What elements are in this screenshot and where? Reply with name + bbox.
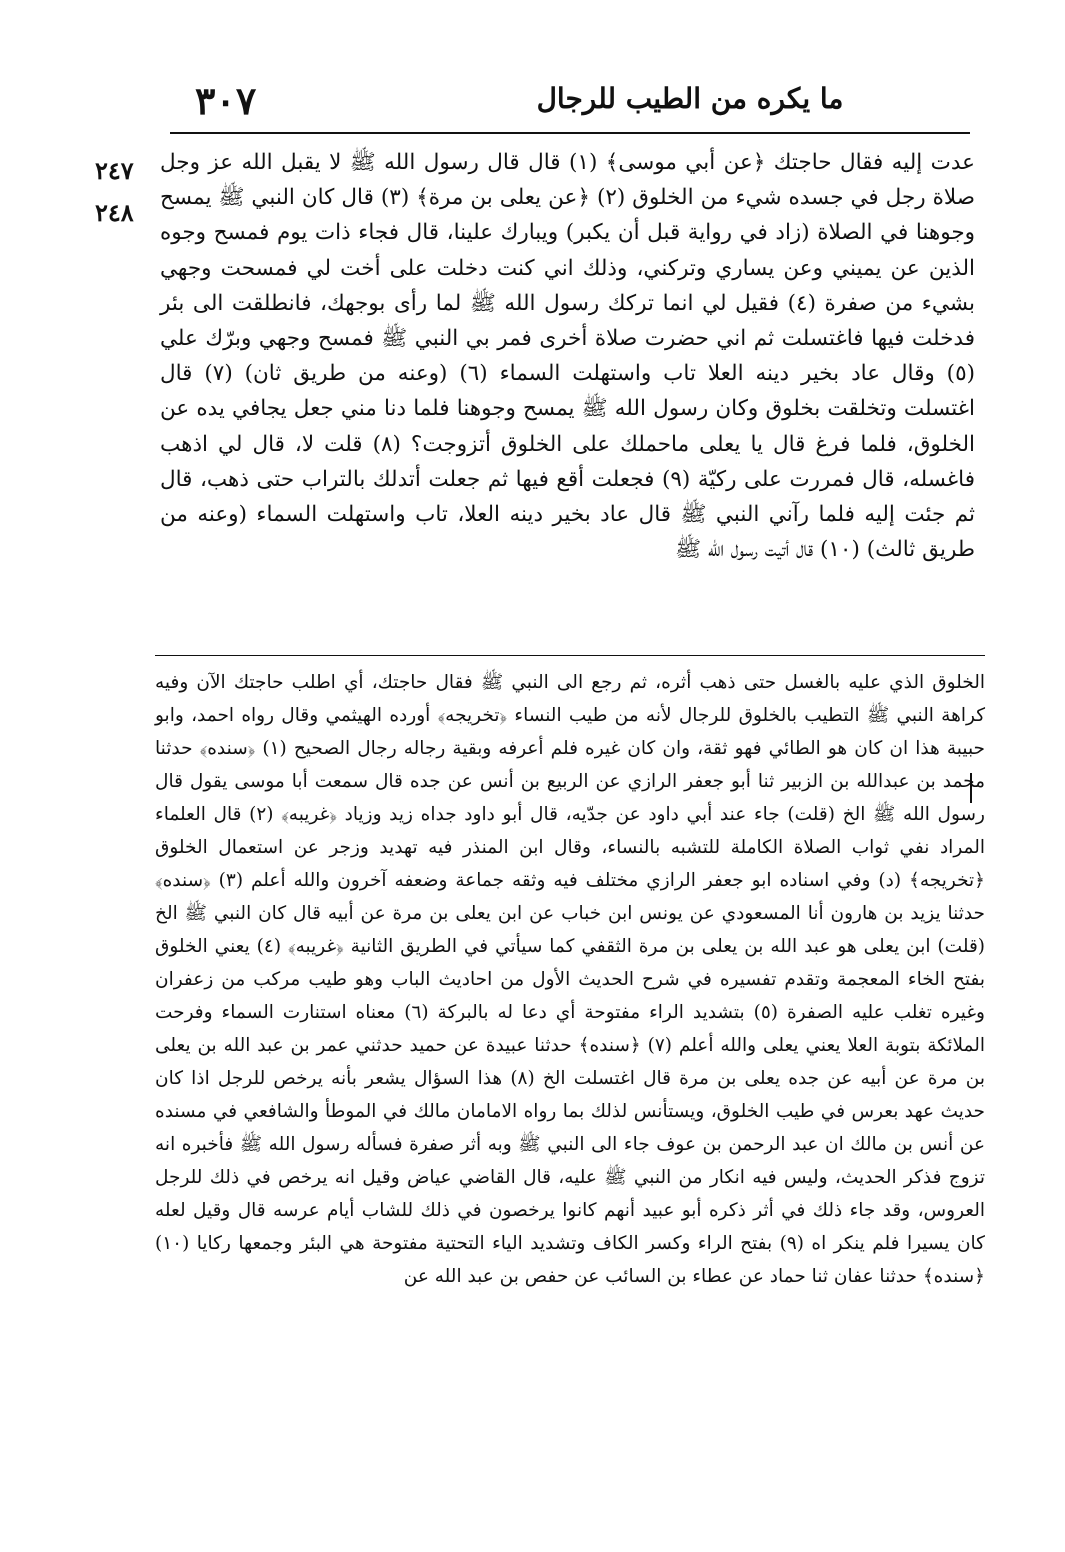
footnote-divider xyxy=(155,655,985,656)
running-title: ما يكره من الطيب للرجال xyxy=(536,82,844,115)
commentary-text: الخلوق الذي عليه بالغسل حتى ذهب أثره، ثم رجع الى النبي ﷺ فقال حاجتك، أي اطلب حاجتك الآن وفيه كراهة النبي ﷺ التطيب بالخلوق للرجال لأنه من طيب النساء ﴿تخريجه﴾ أورده الهيثمي وقال رواه احمد، وابو حبيبة هذا ان كان هو الطائي فهو ثقة، وان كان غيره فلم أعرفه وبقية رجاله رجال الصحيح (١) ﴿سنده﴾ حدثنا محمد بن عبدالله بن الزبير ثنا أبو جعفر الرازي عن الربيع بن أنس عن جده قال سمعت أبا موسى يقول قال رسول الله ﷺ الخ (قلت) جاء عند أبي داود عن جدّيه، قال أبو داود جداه زيد وزياد ﴿غريبه﴾ (٢) قال العلماء المراد نفي ثواب الصلاة الكاملة للتشبه بالنساء، وقال ابن المنذر فيه تهديد وزجر عن استعمال الخلوق ﴿تخريجه﴾ (د) وفي اسناده ابو جعفر الرازي مختلف فيه وثقه جماعة وضعفه آخرون والله أعلم (٣) ﴿سنده﴾ حدثنا يزيد بن هارون أنا المسعودي عن يونس ابن خباب عن ابن يعلى بن مرة عن أبيه قال كان النبي ﷺ الخ (قلت) ابن يعلى هو عبد الله بن يعلى بن مرة الثقفي كما سيأتي في الطريق الثانية ﴿غريبه﴾ (٤) يعني الخلوق بفتح الخاء المعجمة وتقدم تفسيره في شرح الحديث الأول من احاديث الباب وهو طيب مركب من زعفران وغيره تغلب عليه الصفرة (٥) بتشديد الراء مفتوحة أي دعا له بالبركة (٦) معناه استنارت السماء وفرحت الملائكة بتوبة العلا يعني يعلى والله أعلم (٧) ﴿سنده﴾ حدثنا عبيدة عن حميد حدثني عمر بن عبد الله بن يعلى بن مرة عن أبيه عن جده يعلى بن مرة قال اغتسلت الخ (٨) هذا السؤال يشعر بأنه يرخص للرجل اذا كان حديث عهد بعرس في طيب الخلوق، ويستأنس لذلك بما رواه الامامان مالك في الموطأ والشافعي في مسنده عن أنس بن مالك ان عبد الرحمن بن عوف جاء الى النبي ﷺ وبه أثر صفرة فسأله رسول الله ﷺ فأخبره انه تزوج فذكر الحديث، وليس فيه انكار من النبي ﷺ عليه، قال القاضي عياض وقيل انه يرخص في ذلك للرجل العروس، وقد جاء ذلك في أثر ذكره أبو عبيد أنهم كانوا يرخصون في ذلك للشاب أيام عرسه قال وقيل لعله كان يسيرا فلم ينكر اه (٩) بفتح الراء وكسر الكاف وتشديد الياء التحتية مفتوحة هي البئر وجمعها ركايا (١٠) ﴿سنده﴾ حدثنا عفان ثنا حماد عن عطاء بن السائب عن حفص بن عبد الله عن xyxy=(155,672,986,1287)
hadith-number-column xyxy=(95,150,170,234)
hadith-number: ٢٤٧ xyxy=(95,156,134,185)
commentary-block xyxy=(155,666,985,1293)
page-number: ٣٠٧ xyxy=(195,78,257,123)
main-text: عدت إليه فقال حاجتك ﴿عن أبي موسى﴾ (١) قال قال رسول الله ﷺ لا يقبل الله عز وجل صلاة رجل في جسده شيء من الخلوق (٢) ﴿عن يعلى بن مرة﴾ (٣) قال كان النبي ﷺ يمسح وجوهنا في الصلاة (زاد في رواية قبل أن يكبر) ويبارك علينا، قال فجاء ذات يوم فمسح وجوه الذين عن يميني وعن يساري وتركني، وذلك اني كنت دخلت على أخت لي فمسحت وجهي بشيء من صفرة (٤) فقيل لي انما تركك رسول الله ﷺ لما رأى بوجهك، فانطلقت الى بئر فدخلت فيها فاغتسلت ثم اني حضرت صلاة أخرى فمر بي النبي ﷺ فمسح وجهي وبرّك علي (٥) وقال عاد بخير دينه العلا تاب واستهلت السماء (٦) (وعنه من طريق ثان) (٧) قال اغتسلت وتخلقت بخلوق وكان رسول الله ﷺ يمسح وجوهنا فلما دنا مني جعل يجافي يده عن الخلوق، فلما فرغ قال يا يعلى ماحملك على الخلوق أتزوجت؟ (٨) قلت لا، قال لي اذهب فاغسله، قال فمررت على ركيّة (٩) فجعلت أقع فيها ثم جعلت أتدلك بالتراب حتى ذهب، قال ثم جئت إليه فلما رآني النبي ﷺ قال عاد بخير دينه العلا، تاب واستهلت السماء (وعنه من طريق ثالث) (١٠) قال أتيت رسول الله ﷺ xyxy=(160,150,976,563)
page-header xyxy=(150,78,970,130)
main-text-block xyxy=(160,145,975,567)
hadith-number: ٢٤٨ xyxy=(95,198,134,227)
header-rule xyxy=(170,132,970,134)
